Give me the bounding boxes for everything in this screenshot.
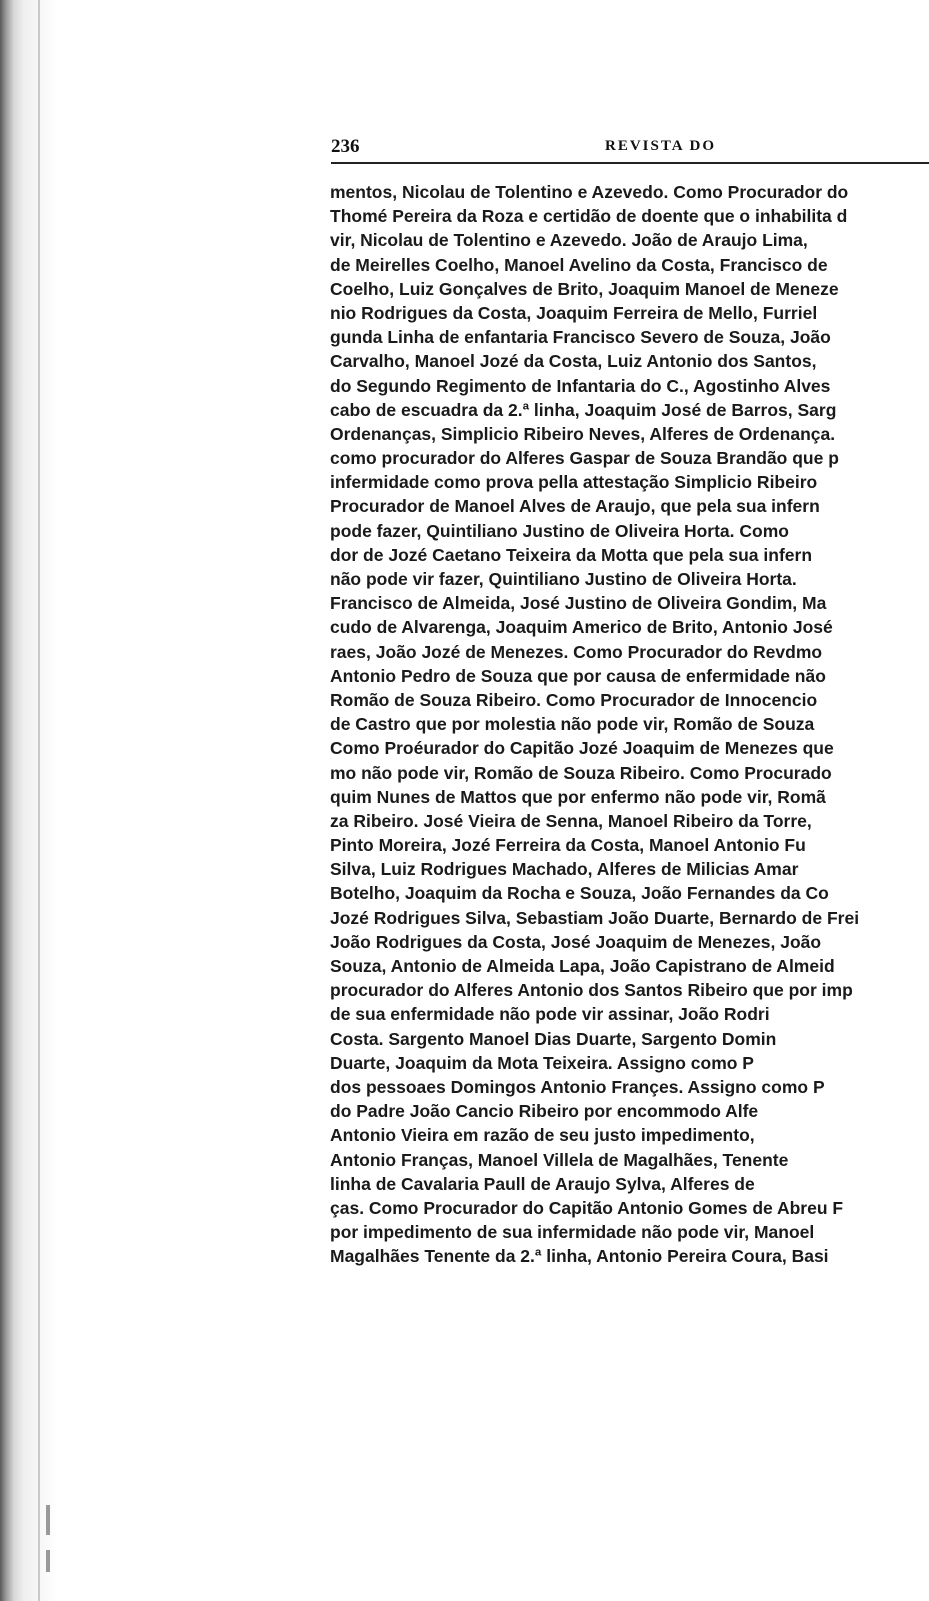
text-line: Botelho, Joaquim da Rocha e Souza, João Fernandes da Co bbox=[330, 883, 829, 904]
text-line: Thomé Pereira da Roza e certidão de doente que o inhabilita d bbox=[330, 206, 848, 227]
text-line: Procurador de Manoel Alves de Araujo, que pela sua infern bbox=[330, 496, 820, 517]
text-line: João Rodrigues da Costa, José Joaquim de Menezes, João bbox=[330, 931, 822, 952]
text-line: vir, Nicolau de Tolentino e Azevedo. João de Araujo Lima, bbox=[330, 230, 808, 251]
text-line: mo não pode vir, Romão de Souza Ribeiro. Como Procurado bbox=[330, 762, 832, 783]
text-line: cudo de Alvarenga, Joaquim Americo de Brito, Antonio José bbox=[330, 617, 833, 638]
text-line: Coelho, Luiz Gonçalves de Brito, Joaquim Manoel de Meneze bbox=[330, 278, 839, 299]
gutter-mark bbox=[46, 1505, 50, 1535]
text-line: za Ribeiro. José Vieira de Senna, Manoel Ribeiro da Torre, bbox=[330, 810, 812, 831]
text-line: Jozé Rodrigues Silva, Sebastiam João Duarte, Bernardo de Frei bbox=[330, 907, 860, 928]
gutter-mark bbox=[46, 1550, 50, 1572]
text-line: infermidade como prova pella attestação Simplicio Ribeiro bbox=[330, 472, 818, 493]
text-line: Francisco de Almeida, José Justino de Oliveira Gondim, Ma bbox=[330, 593, 827, 614]
text-line: linha de Cavalaria Paull de Araujo Sylva, Alferes de bbox=[330, 1173, 755, 1194]
binding-gutter bbox=[0, 0, 58, 1601]
header-rule bbox=[331, 162, 929, 164]
text-line: nio Rodrigues da Costa, Joaquim Ferreira de Mello, Furriel bbox=[330, 302, 818, 323]
text-line: raes, João Jozé de Menezes. Como Procurador do Revdmo bbox=[330, 641, 823, 662]
text-line: Costa. Sargento Manoel Dias Duarte, Sargento Domin bbox=[330, 1028, 777, 1049]
text-line: mentos, Nicolau de Tolentino e Azevedo. Como Procurador do bbox=[330, 182, 849, 202]
text-line: Antonio Vieira em razão de seu justo impedimento, bbox=[330, 1125, 755, 1146]
text-line: dos pessoaes Domingos Antonio Françes. Assigno como P bbox=[330, 1076, 825, 1097]
text-line: de Castro que por molestia não pode vir, Romão de Souza bbox=[330, 714, 815, 735]
text-line: pode fazer, Quintiliano Justino de Oliveira Horta. Como bbox=[330, 520, 789, 541]
text-line: procurador do Alferes Antonio dos Santos Ribeiro que por imp bbox=[330, 980, 853, 1001]
running-head: REVISTA DO bbox=[605, 138, 716, 154]
text-line: Como Proéurador do Capitão Jozé Joaquim de Menezes que bbox=[330, 738, 834, 759]
text-line: de sua enfermidade não pode vir assinar, João Rodri bbox=[330, 1004, 770, 1025]
text-line: Antonio Franças, Manoel Villela de Magalhães, Tenente bbox=[330, 1149, 789, 1170]
gutter-rule bbox=[38, 0, 40, 1601]
text-line: Souza, Antonio de Almeida Lapa, João Capistrano de Almeid bbox=[330, 956, 835, 976]
text-line: Silva, Luiz Rodrigues Machado, Alferes de Milicias Amar bbox=[330, 859, 799, 880]
text-line: Antonio Pedro de Souza que por causa de enfermidade não bbox=[330, 665, 826, 686]
text-line: Duarte, Joaquim da Mota Teixeira. Assigno como P bbox=[330, 1052, 754, 1073]
text-line: Romão de Souza Ribeiro. Como Procurador de Innocencio bbox=[330, 689, 818, 710]
text-line: de Meirelles Coelho, Manoel Avelino da Costa, Francisco de bbox=[330, 254, 828, 275]
text-line: gunda Linha de enfantaria Francisco Severo de Souza, João bbox=[330, 327, 831, 348]
text-line: Ordenanças, Simplicio Ribeiro Neves, Alferes de Ordenança. bbox=[330, 423, 836, 444]
page-header bbox=[331, 136, 929, 162]
body-text bbox=[330, 180, 929, 1268]
text-line: Magalhães Tenente da 2.ª linha, Antonio Pereira Coura, Basi bbox=[330, 1246, 829, 1267]
text-line: ças. Como Procurador do Capitão Antonio Gomes de Abreu F bbox=[330, 1197, 844, 1218]
text-line: não pode vir fazer, Quintiliano Justino de Oliveira Horta. bbox=[330, 569, 797, 589]
text-line: por impedimento de sua infermidade não pode vir, Manoel bbox=[330, 1222, 815, 1243]
text-line: como procurador do Alferes Gaspar de Souza Brandão que p bbox=[330, 448, 839, 469]
text-line: quim Nunes de Mattos que por enfermo não pode vir, Romã bbox=[330, 786, 826, 807]
page-number: 236 bbox=[331, 136, 360, 157]
text-line: do Padre João Cancio Ribeiro por encommodo Alfe bbox=[330, 1101, 759, 1122]
text-line: do Segundo Regimento de Infantaria do C., Agostinho Alves bbox=[330, 375, 831, 396]
text-line: Carvalho, Manoel Jozé da Costa, Luiz Antonio dos Santos, bbox=[330, 351, 817, 372]
text-line: Pinto Moreira, Jozé Ferreira da Costa, Manoel Antonio Fu bbox=[330, 835, 806, 856]
text-line: dor de Jozé Caetano Teixeira da Motta que pela sua infern bbox=[330, 544, 813, 565]
text-line: cabo de escuadra da 2.ª linha, Joaquim José de Barros, Sarg bbox=[330, 399, 837, 420]
